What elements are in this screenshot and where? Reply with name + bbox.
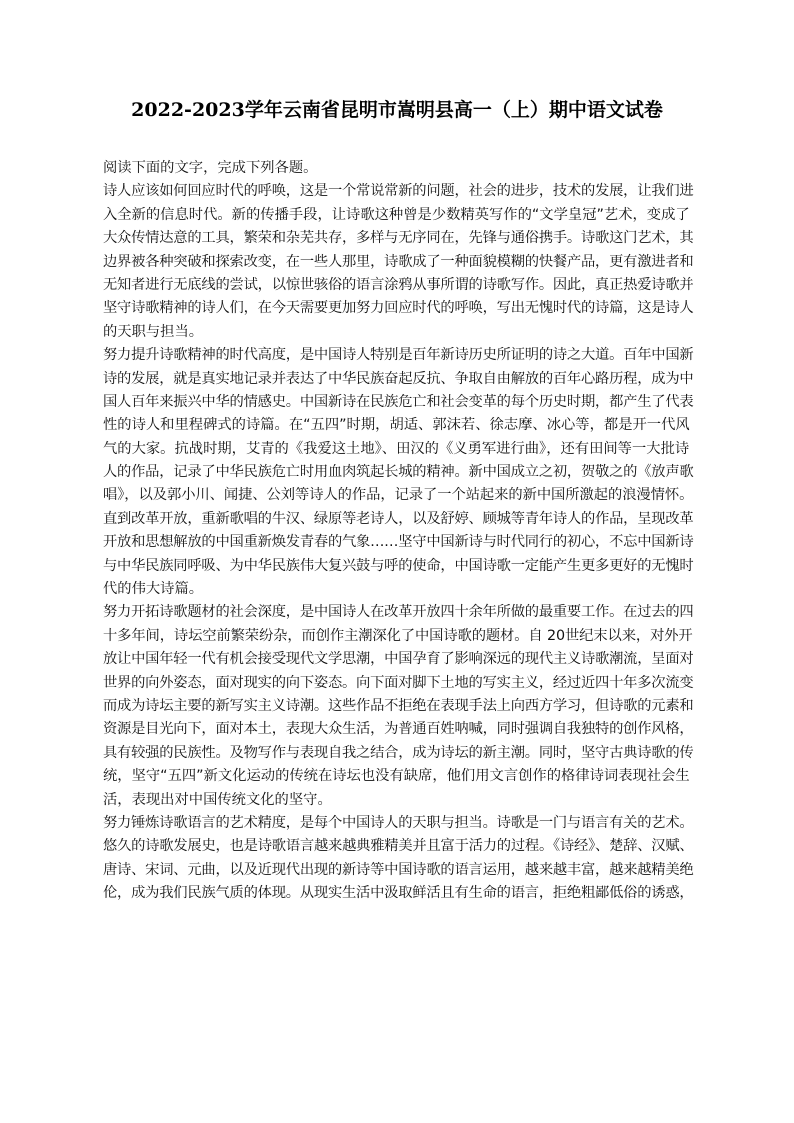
passage-line: 与中华民族同呼吸、为中华民族伟大复兴鼓与呼的使命，中国诗歌一定能产生更多更好的无愧时: [103, 557, 694, 574]
passage-line: 唱》，以及郭小川、闻捷、公刘等诗人的作品，记录了一个站起来的新中国所激起的浪漫情怀。: [103, 487, 694, 504]
exam-title: 2022-2023学年云南省昆明市嵩明县高一（上）期中语文试卷: [131, 99, 663, 121]
passage-line: 直到改革开放，重新歌唱的牛汉、绿原等老诗人，以及舒婷、顾城等青年诗人的作品，呈现改革: [103, 510, 694, 527]
passage-line: 阅读下面的文字，完成下列各题。: [103, 160, 318, 176]
passage-line: 人的作品，记录了中华民族危亡时用血肉筑起长城的精神。新中国成立之初，贺敬之的《放声歌: [103, 464, 694, 481]
passage-line: 代的伟大诗篇。: [103, 581, 204, 598]
passage-line: 放让中国年轻一代有机会接受现代文学思潮，中国孕育了影响深远的现代主义诗歌潮流，呈面对: [103, 651, 694, 668]
passage-line: 活，表现出对中国传统文化的坚守。: [103, 791, 332, 808]
passage-line: 十多年间，诗坛空前繁荣纷杂，而创作主潮深化了中国诗歌的题材。自 20世纪末以来，对外开: [103, 627, 693, 644]
passage-line: 坚守诗歌精神的诗人们，在今天需要更加努力回应时代的呼唤，写出无愧时代的诗篇，这是诗人: [103, 300, 694, 317]
passage-line: 悠久的诗歌发展史，也是诗歌语言越来越典雅精美并且富于活力的过程。《诗经》、楚辞、汉赋、: [103, 838, 694, 855]
passage-line: 诗人应该如何回应时代的呼唤，这是一个常说常新的问题，社会的进步，技术的发展，让我们进: [103, 183, 694, 200]
passage-line: 无知者进行无底线的尝试，以惊世骇俗的语言涂鸦从事所谓的诗歌写作。因此，真正热爱诗歌并: [103, 276, 694, 293]
passage-line: 气的大家。抗战时期，艾青的《我爱这土地》、田汉的《义勇军进行曲》，还有田间等一大批诗: [103, 440, 690, 457]
passage-line: 开放和思想解放的中国重新焕发青春的气象……坚守中国新诗与时代同行的初心，不忘中国新诗: [103, 534, 694, 551]
reading-passage: [103, 157, 693, 906]
passage-line: 努力开拓诗歌题材的社会深度，是中国诗人在改革开放四十余年所做的最重要工作。在过去的四: [103, 604, 694, 621]
passage-line: 具有较强的民族性。及物写作与表现自我之结合，成为诗坛的新主潮。同时，坚守古典诗歌的传: [103, 744, 694, 761]
passage-line: 伦，成为我们民族气质的体现。从现实生活中汲取鲜活且有生命的语言，拒绝粗鄙低俗的诱惑，: [103, 885, 694, 902]
passage-line: 诗的发展，就是真实地记录并表达了中华民族奋起反抗、争取自由解放的百年心路历程，成为中: [103, 370, 694, 387]
passage-line: 的天职与担当。: [103, 323, 204, 340]
passage-line: 大众传情达意的工具，繁荣和杂芜共存，多样与无序同在，先锋与通俗携手。诗歌这门艺术，其: [103, 230, 694, 247]
passage-line: 入全新的信息时代。新的传播手段，让诗歌这种曾是少数精英写作的“文学皇冠”艺术，变成了: [103, 206, 690, 223]
passage-line: 努力锤炼诗歌语言的艺术精度，是每个中国诗人的天职与担当。诗歌是一门与语言有关的艺术。: [103, 814, 694, 831]
passage-line: 统，坚守“五四”新文化运动的传统在诗坛也没有缺席，他们用文言创作的格律诗词表现社会生: [103, 768, 690, 785]
passage-line: 国人百年来振兴中华的情感史。中国新诗在民族危亡和社会变革的每个历史时期，都产生了代表: [103, 393, 694, 410]
passage-line: 唐诗、宋词、元曲，以及近现代出现的新诗等中国诗歌的语言运用，越来越丰富，越来越精美绝: [103, 861, 694, 878]
passage-line: 而成为诗坛主要的新写实主义诗潮。这些作品不拒绝在表现手法上向西方学习，但诗歌的元素和: [103, 697, 694, 714]
passage-line: 资源是目光向下，面对本土，表现大众生活，为普通百姓呐喊，同时强调自我独特的创作风格，: [103, 721, 694, 738]
passage-line: 世界的向外姿态，面对现实的向下姿态。向下面对脚下土地的写实主义，经过近四十年多次流变: [103, 674, 694, 691]
passage-line: 边界被各种突破和探索改变，在一些人那里，诗歌成了一种面貌模糊的快餐产品，更有激进者和: [103, 253, 694, 270]
passage-line: 努力提升诗歌精神的时代高度，是中国诗人特别是百年新诗历史所证明的诗之大道。百年中国新: [103, 347, 694, 364]
passage-line: 性的诗人和里程碑式的诗篇。在“五四”时期，胡适、郭沫若、徐志摩、冰心等，都是开一代风: [103, 417, 690, 434]
